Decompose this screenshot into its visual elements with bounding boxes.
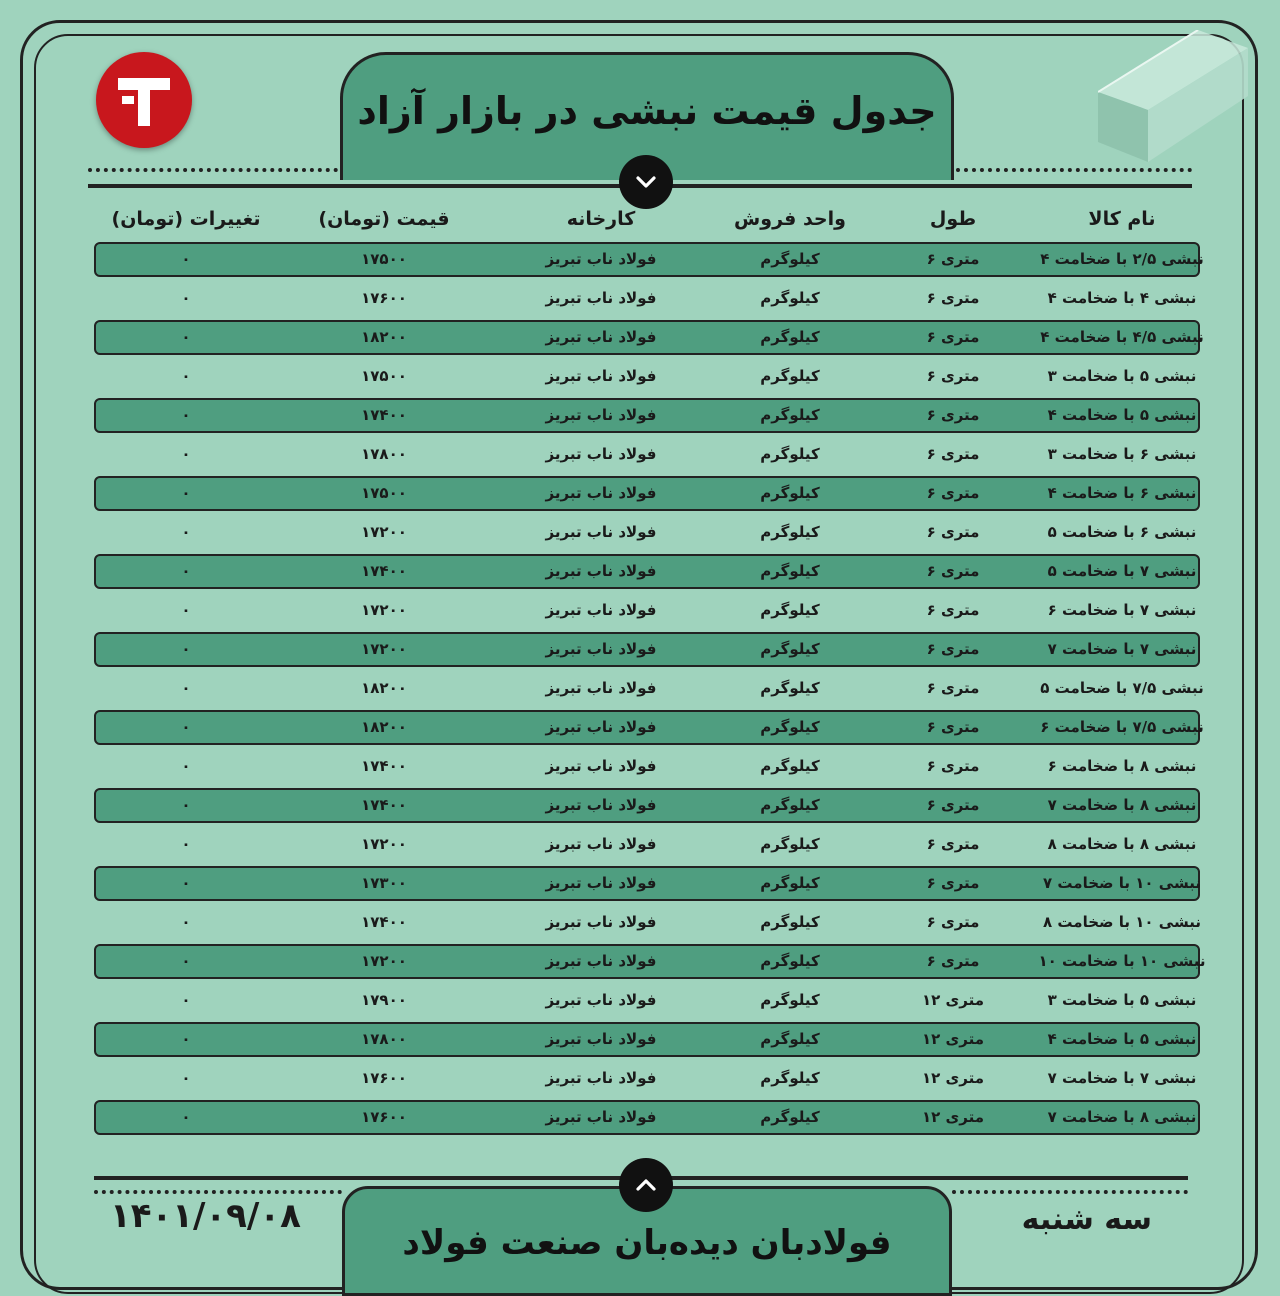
cell-name: نبشی ۱۰ با ضخامت ۷ [1043,874,1201,892]
cell-factory: فولاد ناب تبریز [545,796,657,814]
cell-name: نبشی ۸ با ضخامت ۷ [1047,1108,1197,1126]
header-price: قیمت (تومان) [318,208,450,230]
cell-length: متری ۱۲ [921,1108,985,1126]
table-row [94,631,1200,670]
cell-length: متری ۶ [926,289,980,307]
table-row [94,865,1200,904]
cell-unit: کیلوگرم [760,250,820,268]
cell-change: ۰ [181,484,191,502]
cell-unit: کیلوگرم [760,484,820,502]
cell-price: ۱۷۲۰۰ [361,601,407,619]
table-row [94,1021,1200,1060]
cell-price: ۱۷۲۰۰ [361,952,407,970]
cell-unit: کیلوگرم [760,1108,820,1126]
cell-unit: کیلوگرم [760,406,820,424]
cell-length: متری ۱۲ [921,1069,985,1087]
cell-unit: کیلوگرم [760,757,820,775]
header-name: نام کالا [1088,208,1156,230]
cell-change: ۰ [181,835,191,853]
cell-length: متری ۶ [926,367,980,385]
cell-change: ۰ [181,991,191,1009]
cell-factory: فولاد ناب تبریز [545,562,657,580]
cell-unit: کیلوگرم [760,601,820,619]
cell-unit: کیلوگرم [760,562,820,580]
cell-name: نبشی ۸ با ضخامت ۶ [1047,757,1197,775]
cell-price: ۱۷۵۰۰ [361,250,407,268]
cell-length: متری ۶ [926,835,980,853]
cell-length: متری ۶ [926,250,980,268]
cell-length: متری ۶ [926,718,980,736]
table-row [94,709,1204,748]
cell-price: ۱۷۹۰۰ [361,991,407,1009]
table-row [94,241,1204,280]
cell-factory: فولاد ناب تبریز [545,640,657,658]
cell-change: ۰ [181,250,191,268]
cell-change: ۰ [181,328,191,346]
cell-factory: فولاد ناب تبریز [545,1069,657,1087]
header-length: طول [929,208,977,230]
cell-length: متری ۶ [926,328,980,346]
cell-name: نبشی ۷ با ضخامت ۶ [1047,601,1197,619]
cell-price: ۱۷۲۰۰ [361,835,407,853]
table-row [94,1099,1200,1138]
cell-length: متری ۶ [926,601,980,619]
cell-name: نبشی ۵ با ضخامت ۴ [1047,1030,1197,1048]
cell-price: ۱۷۵۰۰ [361,367,407,385]
cell-factory: فولاد ناب تبریز [545,1108,657,1126]
table-row [94,397,1200,436]
cell-unit: کیلوگرم [760,523,820,541]
cell-name: نبشی ۱۰ با ضخامت ۱۰ [1038,952,1206,970]
cell-price: ۱۷۴۰۰ [361,757,407,775]
cell-unit: کیلوگرم [760,913,820,931]
table-row [94,943,1206,982]
table-row [94,319,1204,358]
cell-change: ۰ [181,913,191,931]
cell-change: ۰ [181,679,191,697]
cell-unit: کیلوگرم [760,796,820,814]
cell-length: متری ۶ [926,445,980,463]
table-row [94,982,1200,1021]
cell-unit: کیلوگرم [760,445,820,463]
cell-change: ۰ [181,874,191,892]
cell-length: متری ۱۲ [921,991,985,1009]
cell-name: نبشی ۷ با ضخامت ۷ [1047,1069,1197,1087]
cell-length: متری ۶ [926,952,980,970]
cell-unit: کیلوگرم [760,991,820,1009]
header-factory: کارخانه [566,208,636,230]
table-row [94,1060,1200,1099]
cell-price: ۱۷۲۰۰ [361,523,407,541]
cell-change: ۰ [181,952,191,970]
cell-price: ۱۸۲۰۰ [361,718,407,736]
cell-length: متری ۶ [926,679,980,697]
cell-name: نبشی ۷/۵ با ضخامت ۶ [1040,718,1204,736]
cell-length: متری ۶ [926,484,980,502]
cell-factory: فولاد ناب تبریز [545,991,657,1009]
cell-name: نبشی ۶ با ضخامت ۴ [1047,484,1197,502]
cell-price: ۱۷۴۰۰ [361,406,407,424]
cell-factory: فولاد ناب تبریز [545,601,657,619]
table-row [94,826,1200,865]
footer-day: سه شنبه [1021,1202,1152,1237]
cell-unit: کیلوگرم [760,679,820,697]
cell-factory: فولاد ناب تبریز [545,835,657,853]
cell-name: نبشی ۷ با ضخامت ۵ [1047,562,1197,580]
cell-length: متری ۶ [926,406,980,424]
cell-length: متری ۶ [926,874,980,892]
footer-date: ۱۴۰۱/۰۹/۰۸ [110,1196,301,1236]
cell-factory: فولاد ناب تبریز [545,952,657,970]
cell-factory: فولاد ناب تبریز [545,445,657,463]
cell-change: ۰ [181,718,191,736]
divider-dots-right [956,168,1192,172]
cell-length: متری ۶ [926,796,980,814]
cell-change: ۰ [181,562,191,580]
cell-factory: فولاد ناب تبریز [545,328,657,346]
cell-unit: کیلوگرم [760,367,820,385]
cell-price: ۱۷۶۰۰ [361,289,407,307]
cell-length: متری ۱۲ [921,1030,985,1048]
cell-length: متری ۶ [926,757,980,775]
cell-change: ۰ [181,1069,191,1087]
cell-factory: فولاد ناب تبریز [545,406,657,424]
cell-unit: کیلوگرم [760,874,820,892]
cell-name: نبشی ۶ با ضخامت ۵ [1047,523,1197,541]
cell-factory: فولاد ناب تبریز [545,289,657,307]
table-row [94,553,1200,592]
cell-name: نبشی ۵ با ضخامت ۴ [1047,406,1197,424]
cell-unit: کیلوگرم [760,718,820,736]
divider-dots-left [88,168,338,172]
header-change: تغییرات (تومان) [111,208,261,230]
cell-price: ۱۷۶۰۰ [361,1108,407,1126]
cell-change: ۰ [181,367,191,385]
footer-brand: فولادبان دیده‌بان صنعت فولاد [402,1223,892,1263]
cell-name: نبشی ۸ با ضخامت ۸ [1047,835,1197,853]
cell-name: نبشی ۴ با ضخامت ۴ [1047,289,1197,307]
cell-length: متری ۶ [926,562,980,580]
cell-change: ۰ [181,1108,191,1126]
cell-factory: فولاد ناب تبریز [545,874,657,892]
cell-unit: کیلوگرم [760,289,820,307]
cell-name: نبشی ۵ با ضخامت ۳ [1047,367,1197,385]
cell-change: ۰ [181,445,191,463]
divider-dots-bottom-right [952,1190,1188,1194]
cell-price: ۱۷۶۰۰ [361,1069,407,1087]
cell-factory: فولاد ناب تبریز [545,367,657,385]
cell-name: نبشی ۷/۵ با ضحامت ۵ [1040,679,1204,697]
cell-name: نبشی ۷ با ضخامت ۷ [1047,640,1197,658]
cell-factory: فولاد ناب تبریز [545,484,657,502]
cell-name: نبشی ۸ با ضخامت ۷ [1047,796,1197,814]
cell-change: ۰ [181,796,191,814]
table-row [94,904,1200,943]
cell-price: ۱۷۴۰۰ [361,562,407,580]
cell-name: نبشی ۵ با ضخامت ۳ [1047,991,1197,1009]
cell-factory: فولاد ناب تبریز [545,1030,657,1048]
cell-name: نبشی ۴/۵ با ضخامت ۴ [1040,328,1204,346]
cell-price: ۱۸۲۰۰ [361,679,407,697]
table-row [94,592,1200,631]
cell-change: ۰ [181,523,191,541]
table-row [94,514,1200,553]
table-row [94,748,1200,787]
header-unit: واحد فروش [734,208,846,230]
cell-price: ۱۷۴۰۰ [361,796,407,814]
cell-price: ۱۷۸۰۰ [361,445,407,463]
cell-unit: کیلوگرم [760,328,820,346]
cell-factory: فولاد ناب تبریز [545,679,657,697]
cell-unit: کیلوگرم [760,835,820,853]
cell-price: ۱۷۴۰۰ [361,913,407,931]
cell-unit: کیلوگرم [760,1069,820,1087]
cell-name: نبشی ۱۰ با ضخامت ۸ [1043,913,1201,931]
table-row [94,436,1200,475]
table-header [94,200,1200,240]
cell-name: نبشی ۶ با ضخامت ۳ [1047,445,1197,463]
cell-length: متری ۶ [926,523,980,541]
page-title: جدول قیمت نبشی در بازار آزاد [357,88,937,133]
cell-unit: کیلوگرم [760,1030,820,1048]
cell-price: ۱۸۲۰۰ [361,328,407,346]
cell-change: ۰ [181,1030,191,1048]
cell-change: ۰ [181,289,191,307]
cell-price: ۱۷۳۰۰ [361,874,407,892]
cell-unit: کیلوگرم [760,952,820,970]
cell-length: متری ۶ [926,913,980,931]
cell-change: ۰ [181,601,191,619]
cell-name: نبشی ۲/۵ با ضخامت ۴ [1040,250,1204,268]
cell-factory: فولاد ناب تبریز [545,250,657,268]
cell-change: ۰ [181,757,191,775]
cell-factory: فولاد ناب تبریز [545,913,657,931]
divider-dots-bottom-left [94,1190,342,1194]
steel-angle-icon [1098,30,1248,170]
cell-price: ۱۷۸۰۰ [361,1030,407,1048]
price-table [94,241,1206,1138]
table-row [94,358,1200,397]
cell-price: ۱۷۲۰۰ [361,640,407,658]
cell-length: متری ۶ [926,640,980,658]
cell-change: ۰ [181,640,191,658]
cell-factory: فولاد ناب تبریز [545,523,657,541]
cell-change: ۰ [181,406,191,424]
chevron-up-icon[interactable] [619,1158,673,1212]
table-row [94,787,1200,826]
cell-unit: کیلوگرم [760,640,820,658]
cell-factory: فولاد ناب تبریز [545,718,657,736]
cell-factory: فولاد ناب تبریز [545,757,657,775]
table-row [94,280,1200,319]
cell-price: ۱۷۵۰۰ [361,484,407,502]
brand-logo-icon [96,52,192,148]
table-row [94,670,1204,709]
table-row [94,475,1200,514]
